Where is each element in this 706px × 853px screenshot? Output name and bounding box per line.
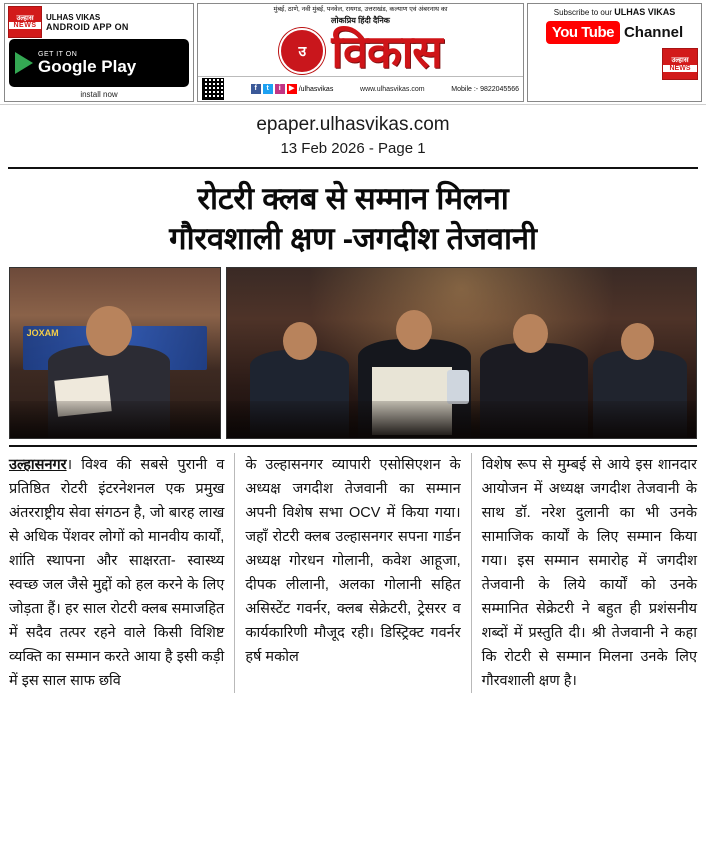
photo-left-person-head <box>86 306 132 356</box>
promo-app-label: ANDROID APP ON <box>46 21 129 32</box>
photo-right-head-1 <box>283 322 317 360</box>
photo-left-foreground <box>10 401 220 438</box>
google-play-promo[interactable] <box>4 3 194 102</box>
photo-left-banner-text: JOXAM <box>26 327 59 338</box>
facebook-icon[interactable]: f <box>251 84 261 94</box>
newspaper-nameplate <box>197 3 524 102</box>
social-links[interactable] <box>251 84 334 94</box>
article-column-1-text: । विश्व की सबसे पुरानी व प्रतिष्ठित रोटरी इंटरनेशनल एक प्रमुख अंतरराष्ट्रीय सेवा संगठन है, जो बारह लाख से अधिक पेंशवर लोगों को मानवीय कार्यों, शांति स्थापना और साक्षरता- स्वास्थ्य स्वच्छ जल जैसे मुद्दों को हल करने के लिए जोड़ता हैं। हर साल रोटरी क्लब समाजहित में सदैव तत्पर रहने वाले किसी विशिष्ट व्यक्ति का सम्मान करते आया है इसी कड़ी में इस साल साफ छवि <box>9 457 225 689</box>
logo-bottom-text: NEWS <box>9 22 41 29</box>
youtube-channel-row[interactable] <box>546 21 683 44</box>
photo-left <box>9 267 221 439</box>
photo-right-head-3 <box>513 314 548 353</box>
ulhas-news-logo-icon <box>8 6 42 38</box>
epaper-caption <box>0 105 706 163</box>
promo-brand: ULHAS VIKAS <box>46 12 101 22</box>
headline-line-2: गौरवशाली क्षण -जगदीश तेजवानी <box>169 221 537 256</box>
ulhas-news-logo-icon-right <box>662 48 698 80</box>
youtube-promo[interactable] <box>527 3 702 102</box>
store-small-text: GET IT ON <box>38 50 78 58</box>
headline-line-1: रोटरी क्लब से सम्मान मिलना <box>197 181 509 216</box>
qr-code-icon <box>202 78 224 100</box>
youtube-badge-icon[interactable]: You Tube <box>546 21 620 44</box>
article-body <box>0 447 706 693</box>
store-big-text: Google Play <box>38 56 137 76</box>
youtube-brand: ULHAS VIKAS <box>614 7 676 17</box>
subscribe-text: Subscribe to our <box>553 8 612 17</box>
nameplate-title-row <box>198 26 523 76</box>
masthead <box>0 0 706 105</box>
google-play-icon <box>15 52 33 74</box>
install-note: install now <box>80 90 118 99</box>
article-column-1 <box>9 453 224 693</box>
nameplate-tagline: लोकप्रिय हिंदी दैनिक <box>331 16 390 26</box>
youtube-channel-label: Channel <box>623 23 684 41</box>
promo-left-header <box>5 4 193 38</box>
article-dateline: उल्हासनगर <box>9 457 67 473</box>
mobile-number: Mobile :- 9822045566 <box>451 85 519 93</box>
article-column-3-text: विशेष रूप से मुम्बई से आये इस शानदार आयोजन में अध्यक्ष जगदीश तेजवानी के साथ डॉ. नरेश दुलानी का भी उनके सामाजिक कार्यों के लिए सम्मान किया गया। इस सम्मान समारोह में जगदीश तेजवानी के लिये कार्यों को उनके सम्मानित सेक्रेटरी ने बहुत ही प्रशंसनीय शब्दों में प्रस्तुति दी। श्री तेजवानी ने कहा कि रोटरी से सम्मान मिलना उनके लिए गौरवशाली क्षण है। <box>481 457 697 689</box>
photo-right-head-4 <box>621 323 654 360</box>
logo-bottom-text-right: NEWS <box>663 65 697 72</box>
photo-right-head-2 <box>396 310 432 350</box>
nameplate-coverage-line: मुंबई, ठाणे, नवी मुंबई, पनवेल, रायगड, उत्तराखंड, कल्याण एवं अंबरनाथ का <box>273 6 448 13</box>
epaper-date-page: 13 Feb 2026 - Page 1 <box>280 140 426 157</box>
twitter-icon[interactable]: t <box>263 84 273 94</box>
google-play-button[interactable] <box>9 39 189 87</box>
google-play-label <box>38 51 136 76</box>
website-url[interactable]: www.ulhasvikas.com <box>360 85 425 93</box>
social-handle: /ulhasvikas <box>298 85 334 93</box>
logo-top-text-right: उल्हास <box>671 56 689 64</box>
instagram-icon[interactable]: i <box>275 84 285 94</box>
article-headline <box>0 169 706 267</box>
youtube-icon[interactable]: ▶ <box>287 84 297 94</box>
youtube-subscribe-line <box>554 7 676 18</box>
logo-top-text: उल्हास <box>16 14 34 22</box>
award-memento <box>447 370 469 404</box>
article-column-2 <box>234 453 460 693</box>
article-column-3 <box>471 453 697 693</box>
photo-right-foreground <box>227 401 696 438</box>
nameplate-badge-icon: उ <box>279 28 325 74</box>
nameplate-title: विकास <box>331 25 442 77</box>
nameplate-footer <box>198 76 523 101</box>
promo-left-texts <box>46 13 129 32</box>
photo-strip <box>0 267 706 439</box>
article-column-2-text: के उल्हासनगर व्यापारी एसोसिएशन के अध्यक्ष जगदीश तेजवानी का सम्मान अपनी विशेष सभा OCV में किया गया। जहाँ रोटरी क्लब उल्हासनगर सपना गार्डन अध्यक्ष गोरधन गोलानी, कवेश आहूजा, दीपक लीलानी, अलका गोलानी सहित असिस्टेंट गवर्नर, क्लब सेक्रेटरी, ट्रेसरर व कार्यकारिणी मौजूद रही। डिस्ट्रिक्ट गवर्नर हर्ष मकोल <box>245 457 461 665</box>
epaper-site: epaper.ulhasvikas.com <box>256 114 450 135</box>
photo-right <box>226 267 697 439</box>
